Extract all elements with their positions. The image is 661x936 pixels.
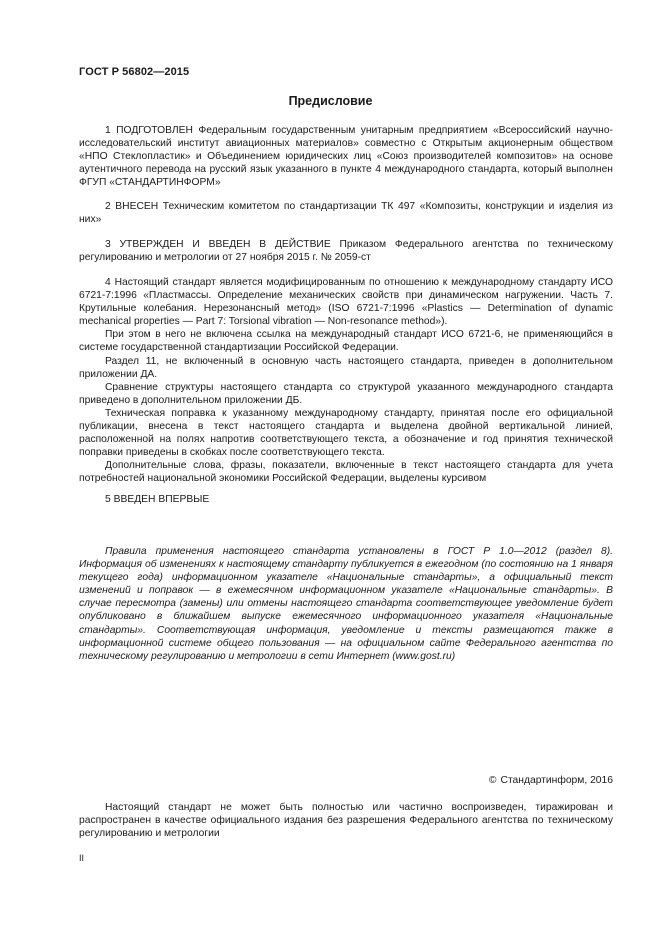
section-5-text: 5 ВВЕДЕН ВПЕРВЫЕ bbox=[105, 494, 210, 505]
section-4-text: 4 Настоящий стандарт является модифицированным по отношению к международному стандарту ИСО 6721-7:1996 «Пластмассы. Определение механических свойств при динамическом нагружении. Часть 7. Крутильные колебания. Нерезонансный метод» (ISO 6721-7:1996 «Plastics — Determination of dynamic mechanical properties — Part 7: Torsional vibration — Non-resonance method»). bbox=[79, 277, 613, 328]
section-1 bbox=[79, 124, 613, 189]
section-4-paragraph: Сравнение структуры настоящего стандарта со структурой указанного международного стандарта приведено в дополнительном приложении ДБ. bbox=[79, 381, 613, 406]
application-notice: Правила применения настоящего стандарта установлены в ГОСТ Р 1.0—2012 (раздел 8). Информация об изменениях к настоящему стандарту публикуется в ежегодном (по состоянию на 1 января текущего года) информационном указателе «Национальные стандарты», а официальный текст изменений и поправок — в ежемесячном информационном указателе «Национальные стандарты». В случае пересмотра (замены) или отмены настоящего стандарта соответствующее уведомление будет опубликовано в ближайшем выпуске ежемесячного информационного указателя «Национальные стандарты». Соответствующая информация, уведомление и тексты размещаются также в информационной системе общего пользования — на официальном сайте Федерального агентства по техническому регулированию и метрологии в сети Интернет (www.gost.ru) bbox=[79, 546, 613, 662]
copyright bbox=[489, 775, 613, 786]
page-number: II bbox=[79, 853, 85, 863]
reproduction-notice: Настоящий стандарт не может быть полностью или частично воспроизведен, тиражирован и распространен в качестве официального издания без разрешения Федерального агентства по техническому регулированию и метрологии bbox=[79, 802, 613, 840]
section-4-paragraph: Дополнительные слова, фразы, показатели, включенные в текст настоящего стандарта для учета потребностей национальной экономики Российской Федерации, выделены курсивом bbox=[79, 460, 613, 485]
copyright-icon: © bbox=[488, 775, 497, 786]
page-title: Предисловие bbox=[288, 94, 373, 108]
section-4 bbox=[79, 276, 613, 486]
section-2 bbox=[79, 200, 613, 226]
section-4-paragraph: При этом в него не включена ссылка на международный стандарт ИСО 6721-6, не применяющийся в системе государственной стандартизации Российской Федерации. bbox=[79, 329, 613, 354]
document-header: ГОСТ Р 56802—2015 bbox=[79, 66, 190, 78]
section-3-text: 3 УТВЕРЖДЕН И ВВЕДЕН В ДЕЙСТВИЕ Приказом Федерального агентства по техническому регулированию и метрологии от 27 ноября 2015 г. № 2059-ст bbox=[79, 239, 613, 264]
section-5 bbox=[79, 493, 613, 506]
section-4-paragraph: Техническая поправка к указанному международному стандарту, принятая после его официальной публикации, внесена в текст настоящего стандарта и выделена двойной вертикальной линией, расположенной на полях напротив соответствующего текста, а обозначение и год принятия технической поправки приведены в скобках после соответствующего текста. bbox=[79, 407, 613, 459]
copyright-text: Стандартинформ, 2016 bbox=[500, 775, 613, 786]
section-2-text: 2 ВНЕСЕН Техническим комитетом по стандартизации ТК 497 «Композиты, конструкции и изделия из них» bbox=[79, 201, 613, 226]
section-3 bbox=[79, 238, 613, 264]
section-4-paragraph: Раздел 11, не включенный в основную часть настоящего стандарта, приведен в дополнительном приложении ДА. bbox=[79, 355, 613, 380]
section-1-text: 1 ПОДГОТОВЛЕН Федеральным государственным унитарным предприятием «Всероссийский научно-исследовательский институт авиационных материалов» совместно с Открытым акционерным обществом «НПО Стеклопластик» и Объединением юридических лиц «Союз производителей композитов» на основе аутентичного перевода на русский язык указанного в пункте 4 международного стандарта, который выполнен ФГУП «СТАНДАРТИНФОРМ» bbox=[79, 125, 613, 189]
